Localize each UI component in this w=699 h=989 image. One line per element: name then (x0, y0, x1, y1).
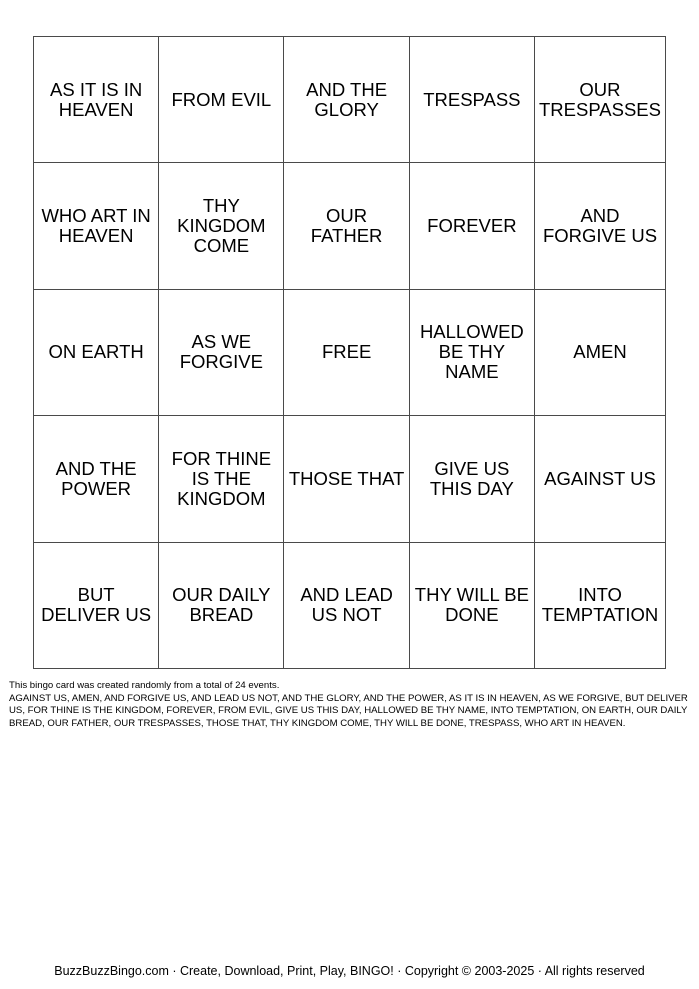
bingo-cell: AS IT IS IN HEAVEN (34, 37, 159, 163)
bingo-cell: TRESPASS (410, 37, 535, 163)
bingo-cell: AND LEAD US NOT (284, 543, 409, 669)
bingo-cell: AGAINST US (535, 416, 666, 542)
bingo-cell: FROM EVIL (159, 37, 284, 163)
bingo-cell: FOR THINE IS THE KINGDOM (159, 416, 284, 542)
bingo-cell: THOSE THAT (284, 416, 409, 542)
bingo-cell: WHO ART IN HEAVEN (34, 163, 159, 289)
bingo-cell: OUR DAILY BREAD (159, 543, 284, 669)
bingo-cell: FOREVER (410, 163, 535, 289)
bingo-cell: AND THE POWER (34, 416, 159, 542)
card-info (9, 680, 689, 730)
bingo-cell: THY WILL BE DONE (410, 543, 535, 669)
page-footer: BuzzBuzzBingo.com · Create, Download, Print, Play, BINGO! · Copyright © 2003-2025 · All rights reserved (54, 964, 645, 978)
bingo-cell: INTO TEMPTATION (535, 543, 666, 669)
bingo-cell: AS WE FORGIVE (159, 290, 284, 416)
bingo-cell-free: FREE (284, 290, 409, 416)
bingo-card-grid (33, 36, 666, 669)
bingo-cell: THY KINGDOM COME (159, 163, 284, 289)
bingo-cell: OUR TRESPASSES (535, 37, 666, 163)
bingo-cell: AMEN (535, 290, 666, 416)
bingo-cell: AND THE GLORY (284, 37, 409, 163)
bingo-cell: GIVE US THIS DAY (410, 416, 535, 542)
bingo-cell: OUR FATHER (284, 163, 409, 289)
card-info-event-list: AGAINST US, AMEN, AND FORGIVE US, AND LEAD US NOT, AND THE GLORY, AND THE POWER, AS IT IS IN HEAVEN, AS WE FORGIVE, BUT DELIVER US, FOR THINE IS THE KINGDOM, FOREVER, FROM EVIL, GIVE US THIS DAY, HALLOWED BE THY NAME, INTO TEMPTATION, ON EARTH, OUR DAILY BREAD, OUR FATHER, OUR TRESPASSES, THOSE THAT, THY KINGDOM COME, THY WILL BE DONE, TRESPASS, WHO ART IN HEAVEN. (9, 692, 688, 729)
bingo-cell: AND FORGIVE US (535, 163, 666, 289)
bingo-cell: BUT DELIVER US (34, 543, 159, 669)
bingo-cell: HALLOWED BE THY NAME (410, 290, 535, 416)
bingo-cell: ON EARTH (34, 290, 159, 416)
card-info-summary: This bingo card was created randomly from a total of 24 events. (9, 680, 280, 691)
